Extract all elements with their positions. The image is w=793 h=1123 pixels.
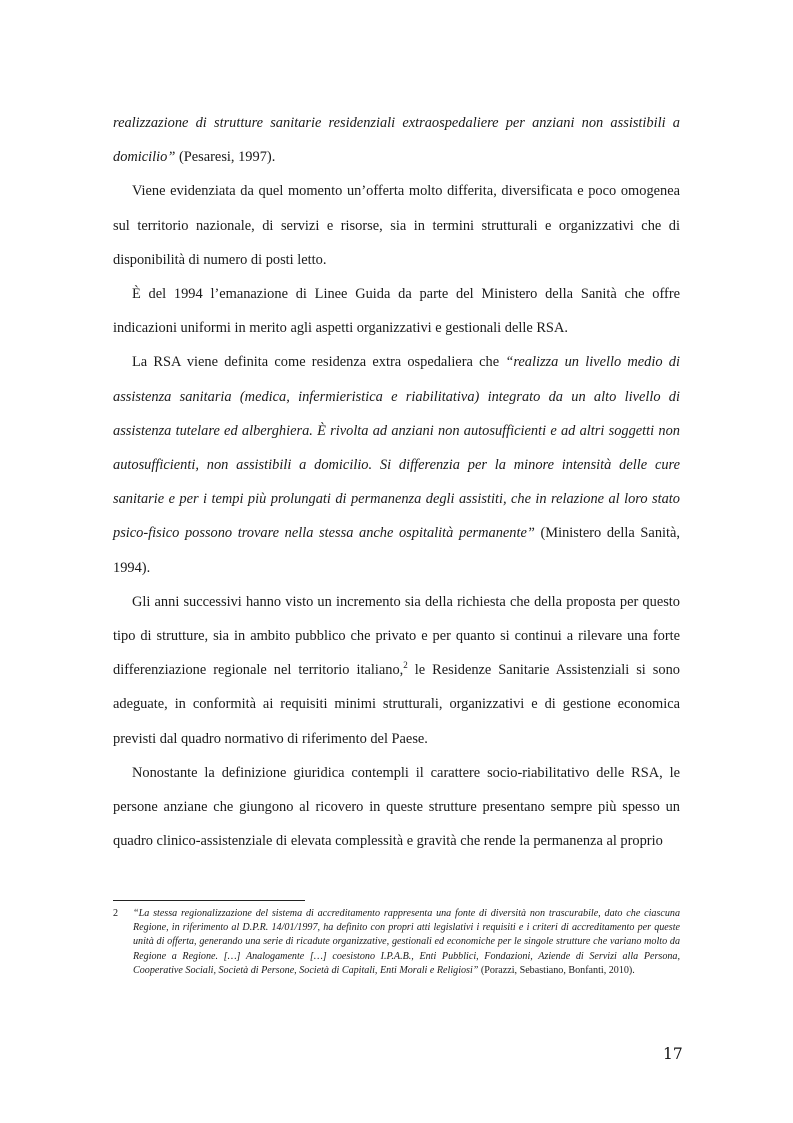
paragraph-text: Nonostante la definizione giuridica contempli il carattere socio-riabilitativo delle RSA, le persone anziane che giungono al ricovero in queste strutture presentano sempre più spesso un quadro clinico-assistenziale di elevata complessità e gravità che rende la permanenza al proprio: [113, 764, 680, 850]
paragraph-2: [113, 174, 680, 277]
footnote-number: 2: [113, 908, 119, 919]
citation-text: (Pesaresi, 1997).: [175, 149, 276, 166]
paragraph-text: Viene evidenziata da quel momento un’offerta molto differita, diversificata e poco omogenea sul territorio nazionale, di servizi e risorse, sia in termini strutturali e organizzativi che di disponibilità di numero di posti letto.: [113, 183, 680, 268]
quote-text: “realizza un livello medio di assistenza sanitaria (medica, infermieristica e riabilitativa) integrato da un alto livello di assistenza tutelare ed alberghiera. È rivolta ad anziani non autosufficienti e ad altri soggetti non autosufficienti, non assistibili a domicilio. Si differenzia per la minore intensità delle cure sanitarie e per i tempi più prolungati di permanenza degli assistiti, che in relazione al loro stato psico-fisico possono trovare nella stessa anche ospitalità permanente”: [113, 354, 680, 542]
footnote-separator: [113, 900, 305, 901]
paragraph-1: [113, 106, 680, 174]
footnote-reference[interactable]: 2: [403, 660, 408, 671]
footnote-citation: (Porazzi, Sebastiano, Bonfanti, 2010).: [478, 964, 635, 976]
paragraph-text: le Residenze Sanitarie Assistenziali si sono adeguate, in conformità ai requisiti minimi strutturali, organizzativi e di gestione economica previsti dal quadro normativo di riferimento del Paese.: [113, 662, 680, 747]
paragraph-text: La RSA viene definita come residenza extra ospedaliera che: [132, 354, 506, 371]
paragraph-text: Gli anni successivi hanno visto un incremento sia della richiesta che della proposta per questo tipo di strutture, sia in ambito pubblico che privato e per quanto si continui a rilevare una forte differenziazione regionale nel territorio italiano,: [113, 593, 680, 679]
page-body: [113, 106, 680, 858]
footnote-text: [133, 907, 680, 978]
citation-text: (Ministero della Sanità, 1994).: [113, 525, 680, 576]
paragraph-4: [113, 345, 680, 584]
footnote: [113, 907, 680, 978]
paragraph-3: [113, 277, 680, 345]
footnote-quote: “La stessa regionalizzazione del sistema di accreditamento rappresenta una fonte di diversità non trascurabile, dato che ciascuna Regione, in riferimento al D.P.R. 14/01/1997, ha definito con propri atti legislativi i requisiti e i criteri di accreditamento per queste unità di offerta, generando una serie di ricadute organizzative, gestionali ed economiche per le singole strutture che variano molto da Regione a Regione. […] Analogamente […] coesistono I.P.A.B., Enti Pubblici, Fondazioni, Aziende di Servizi alla Persona, Cooperative Sociali, Società di Persone, Società di Capitali, Enti Morali e Religiosi”: [133, 908, 680, 976]
paragraph-6: [113, 756, 680, 859]
quote-text: realizzazione di strutture sanitarie residenziali extraospedaliere per anziani non assistibili a domicilio”: [113, 115, 680, 166]
paragraph-text: È del 1994 l’emanazione di Linee Guida da parte del Ministero della Sanità che offre indicazioni uniformi in merito agli aspetti organizzativi e gestionali delle RSA.: [113, 286, 680, 337]
page-number: 17: [663, 1045, 683, 1063]
paragraph-5: [113, 585, 680, 756]
